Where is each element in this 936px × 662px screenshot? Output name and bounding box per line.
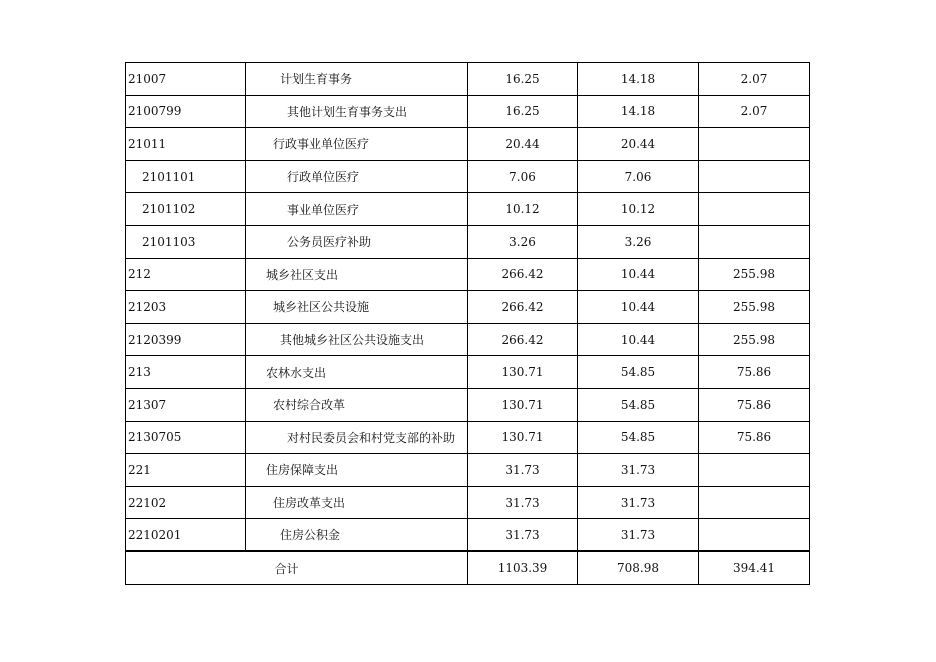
name-cell: 对村民委员会和村党支部的补助 <box>246 421 468 454</box>
table-row <box>126 454 810 487</box>
name-cell: 计划生育事务 <box>246 63 468 96</box>
project-cell: 75.86 <box>699 421 810 454</box>
basic-cell: 31.73 <box>578 486 699 519</box>
basic-cell: 10.12 <box>578 193 699 226</box>
table-row <box>126 519 810 552</box>
name-cell: 城乡社区支出 <box>246 258 468 291</box>
code-cell: 2130705 <box>126 421 246 454</box>
table-body <box>126 63 810 552</box>
code-cell: 212 <box>126 258 246 291</box>
name-cell: 公务员医疗补助 <box>246 225 468 258</box>
table-row <box>126 225 810 258</box>
total-cell: 130.71 <box>468 356 578 389</box>
project-cell: 2.07 <box>699 63 810 96</box>
table-row <box>126 95 810 128</box>
total-label: 合计 <box>126 551 468 584</box>
total-cell: 7.06 <box>468 160 578 193</box>
total-project-cell: 394.41 <box>699 551 810 584</box>
total-cell: 3.26 <box>468 225 578 258</box>
table-row <box>126 291 810 324</box>
project-cell <box>699 225 810 258</box>
basic-cell: 54.85 <box>578 388 699 421</box>
project-cell: 255.98 <box>699 258 810 291</box>
name-cell: 农村综合改革 <box>246 388 468 421</box>
table-row <box>126 258 810 291</box>
code-cell: 21307 <box>126 388 246 421</box>
table-row <box>126 421 810 454</box>
total-cell: 20.44 <box>468 128 578 161</box>
name-cell: 其他城乡社区公共设施支出 <box>246 323 468 356</box>
project-cell <box>699 160 810 193</box>
code-cell: 2210201 <box>126 519 246 552</box>
project-cell: 255.98 <box>699 323 810 356</box>
project-cell <box>699 519 810 552</box>
name-cell: 其他计划生育事务支出 <box>246 95 468 128</box>
total-cell: 31.73 <box>468 519 578 552</box>
name-cell: 行政事业单位医疗 <box>246 128 468 161</box>
total-cell: 31.73 <box>468 454 578 487</box>
code-cell: 2100799 <box>126 95 246 128</box>
name-cell: 住房改革支出 <box>246 486 468 519</box>
budget-expenditure-table <box>125 62 810 585</box>
total-cell: 130.71 <box>468 421 578 454</box>
basic-cell: 14.18 <box>578 95 699 128</box>
basic-cell: 7.06 <box>578 160 699 193</box>
total-cell: 130.71 <box>468 388 578 421</box>
project-cell: 75.86 <box>699 388 810 421</box>
project-cell <box>699 128 810 161</box>
table-row <box>126 63 810 96</box>
project-cell: 255.98 <box>699 291 810 324</box>
total-cell: 31.73 <box>468 486 578 519</box>
basic-cell: 54.85 <box>578 356 699 389</box>
name-cell: 住房公积金 <box>246 519 468 552</box>
total-cell: 266.42 <box>468 258 578 291</box>
table-row <box>126 193 810 226</box>
table-row <box>126 388 810 421</box>
code-cell: 2120399 <box>126 323 246 356</box>
total-cell: 16.25 <box>468 63 578 96</box>
table-row <box>126 356 810 389</box>
total-cell: 16.25 <box>468 95 578 128</box>
code-cell: 221 <box>126 454 246 487</box>
table-row <box>126 486 810 519</box>
table-row <box>126 160 810 193</box>
code-cell: 21203 <box>126 291 246 324</box>
code-cell: 2101103 <box>126 225 246 258</box>
project-cell <box>699 454 810 487</box>
budget-table-sheet <box>125 62 809 585</box>
project-cell: 75.86 <box>699 356 810 389</box>
basic-cell: 20.44 <box>578 128 699 161</box>
basic-cell: 31.73 <box>578 454 699 487</box>
code-cell: 21007 <box>126 63 246 96</box>
code-cell: 2101101 <box>126 160 246 193</box>
basic-cell: 31.73 <box>578 519 699 552</box>
basic-cell: 14.18 <box>578 63 699 96</box>
total-basic-cell: 708.98 <box>578 551 699 584</box>
basic-cell: 10.44 <box>578 291 699 324</box>
project-cell <box>699 486 810 519</box>
total-cell: 266.42 <box>468 323 578 356</box>
basic-cell: 10.44 <box>578 323 699 356</box>
total-row <box>126 551 810 584</box>
table-row <box>126 323 810 356</box>
basic-cell: 10.44 <box>578 258 699 291</box>
total-amount-cell: 1103.39 <box>468 551 578 584</box>
code-cell: 21011 <box>126 128 246 161</box>
basic-cell: 3.26 <box>578 225 699 258</box>
name-cell: 住房保障支出 <box>246 454 468 487</box>
code-cell: 2101102 <box>126 193 246 226</box>
total-cell: 10.12 <box>468 193 578 226</box>
table-row <box>126 128 810 161</box>
name-cell: 行政单位医疗 <box>246 160 468 193</box>
name-cell: 城乡社区公共设施 <box>246 291 468 324</box>
project-cell <box>699 193 810 226</box>
name-cell: 事业单位医疗 <box>246 193 468 226</box>
total-cell: 266.42 <box>468 291 578 324</box>
project-cell: 2.07 <box>699 95 810 128</box>
name-cell: 农林水支出 <box>246 356 468 389</box>
code-cell: 213 <box>126 356 246 389</box>
code-cell: 22102 <box>126 486 246 519</box>
basic-cell: 54.85 <box>578 421 699 454</box>
